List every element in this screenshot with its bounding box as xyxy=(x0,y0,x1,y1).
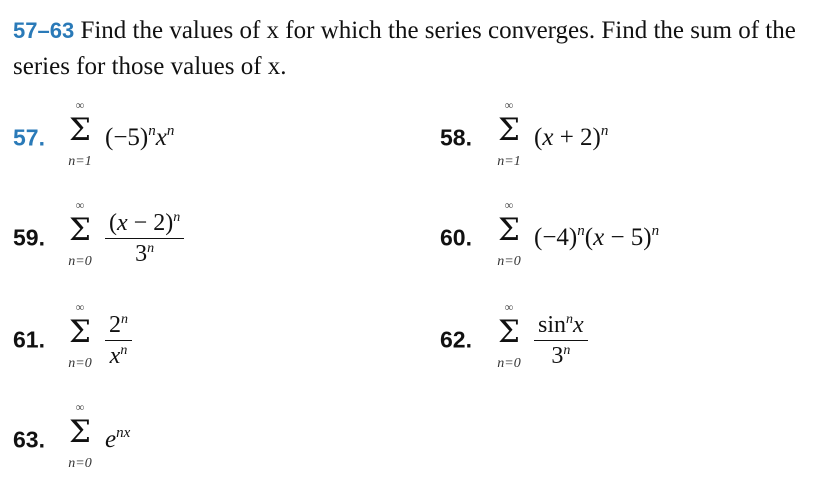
sigma-symbol: Σ xyxy=(498,112,520,148)
lower-limit: n=0 xyxy=(68,356,92,371)
problem-57 xyxy=(13,98,393,178)
series-term: $e^{nx}$ xyxy=(105,425,131,453)
summation xyxy=(492,98,526,178)
upper-limit: ∞ xyxy=(504,300,514,314)
sigma-symbol: Σ xyxy=(69,212,91,248)
sigma-symbol: Σ xyxy=(69,314,91,350)
denominator: 3$^n$ xyxy=(551,342,571,369)
upper-limit: ∞ xyxy=(75,400,85,414)
lower-limit: n=1 xyxy=(497,154,521,169)
problem-61 xyxy=(13,300,393,380)
problem-63 xyxy=(13,400,393,480)
exercise-instructions xyxy=(13,13,803,85)
numerator: $\sin^nx$ xyxy=(538,311,584,338)
series-term: $(x + 2)^n$ xyxy=(534,123,609,151)
problem-number: 61. xyxy=(13,326,45,353)
problem-number: 60. xyxy=(440,224,472,251)
fraction-bar xyxy=(105,340,132,341)
lower-limit: n=1 xyxy=(68,154,92,169)
problem-62 xyxy=(440,300,800,380)
lower-limit: n=0 xyxy=(497,254,521,269)
sigma-symbol: Σ xyxy=(69,414,91,450)
upper-limit: ∞ xyxy=(75,300,85,314)
series-term: $(-5)^nx^n$ xyxy=(105,123,175,151)
summation xyxy=(63,400,97,480)
problem-59 xyxy=(13,198,393,278)
upper-limit: ∞ xyxy=(75,98,85,112)
fraction-bar xyxy=(534,340,588,341)
sigma-symbol: Σ xyxy=(498,314,520,350)
problem-number: 59. xyxy=(13,224,45,251)
exercise-range: 57–63 xyxy=(13,18,75,43)
problem-58 xyxy=(440,98,800,178)
summation xyxy=(492,198,526,278)
numerator: $(x - 2)^n$ xyxy=(109,209,181,236)
problem-number: 57. xyxy=(13,124,45,151)
lower-limit: n=0 xyxy=(68,456,92,471)
upper-limit: ∞ xyxy=(504,98,514,112)
denominator: $x^n$ xyxy=(109,342,128,369)
sigma-symbol: Σ xyxy=(69,112,91,148)
fraction-bar xyxy=(105,238,184,239)
summation xyxy=(63,300,97,380)
series-term: $(-4)^n(x - 5)^n$ xyxy=(534,223,660,251)
instruction-text: Find the values of x for which the series converges. Find the sum of the series for those values of x. xyxy=(13,17,796,80)
upper-limit: ∞ xyxy=(504,198,514,212)
summation xyxy=(63,98,97,178)
fraction-term xyxy=(534,300,588,380)
denominator: 3$^n$ xyxy=(135,240,155,267)
problem-60 xyxy=(440,198,800,278)
summation xyxy=(492,300,526,380)
sigma-symbol: Σ xyxy=(498,212,520,248)
fraction-term xyxy=(105,300,132,380)
numerator: 2$^n$ xyxy=(109,311,128,338)
problem-number: 62. xyxy=(440,326,472,353)
fraction-term xyxy=(105,198,184,278)
lower-limit: n=0 xyxy=(497,356,521,371)
lower-limit: n=0 xyxy=(68,254,92,269)
problem-number: 58. xyxy=(440,124,472,151)
summation xyxy=(63,198,97,278)
upper-limit: ∞ xyxy=(75,198,85,212)
problem-number: 63. xyxy=(13,426,45,453)
